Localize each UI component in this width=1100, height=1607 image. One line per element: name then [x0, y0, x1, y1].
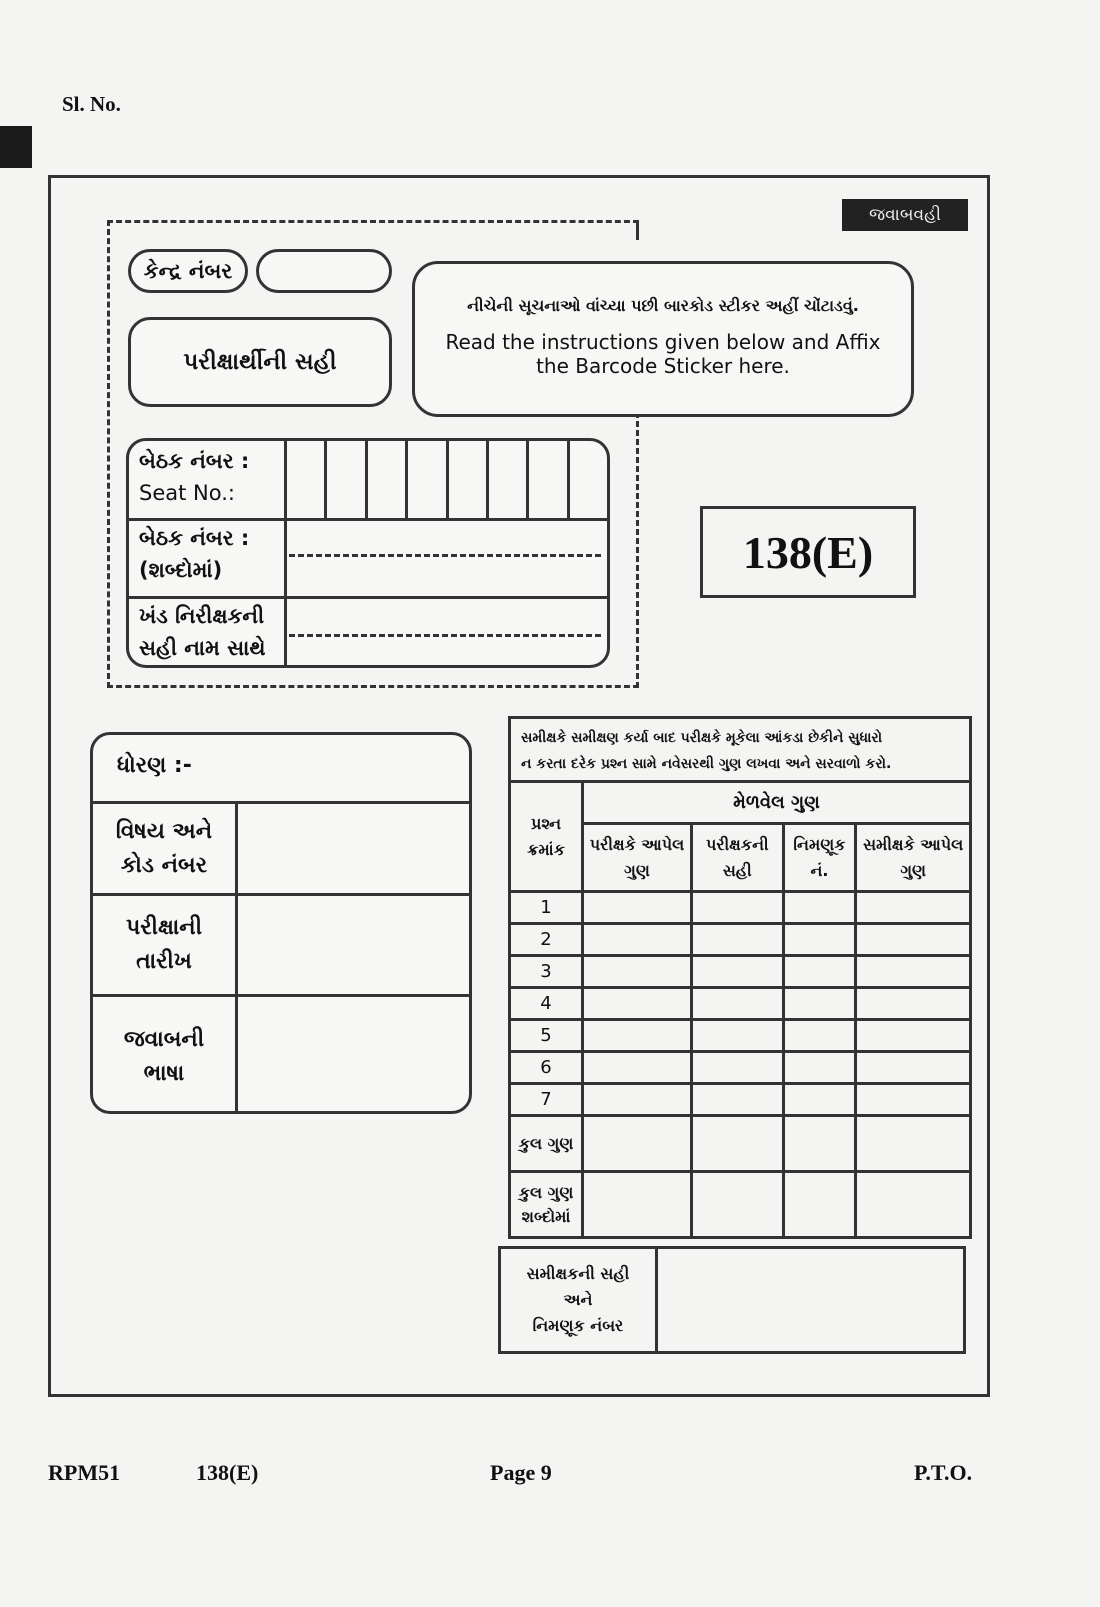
centre-number-field[interactable]	[256, 249, 392, 293]
mark-cell[interactable]	[692, 924, 784, 956]
seat-number-row	[129, 441, 607, 521]
seat-digit-cell[interactable]	[449, 441, 489, 518]
mark-cell[interactable]	[783, 1020, 856, 1052]
obtained-marks-header: મેળવેલ ગુણ	[583, 782, 971, 824]
dashed-border-right	[636, 412, 639, 688]
mark-cell[interactable]	[856, 924, 971, 956]
mark-cell[interactable]	[583, 956, 692, 988]
mark-cell[interactable]	[583, 1172, 692, 1238]
seat-digit-cell[interactable]	[327, 441, 367, 518]
mark-cell[interactable]	[692, 956, 784, 988]
barcode-instruction-english-1: Read the instructions given below and Affix	[445, 330, 881, 354]
seat-number-label-gujarati: બેઠક નંબર :	[139, 449, 250, 473]
standard-label: ધોરણ :-	[117, 753, 192, 778]
mark-cell[interactable]	[692, 1172, 784, 1238]
mark-cell[interactable]	[692, 1020, 784, 1052]
centre-number-label: કેન્દ્ર નંબર	[128, 249, 248, 293]
total-marks-row	[510, 1116, 971, 1172]
mark-cell[interactable]	[692, 1052, 784, 1084]
exam-date-row[interactable]	[93, 896, 469, 997]
mark-cell[interactable]	[856, 956, 971, 988]
table-row	[510, 956, 971, 988]
standard-row[interactable]	[93, 735, 469, 804]
question-number: 5	[510, 1020, 583, 1052]
mark-cell[interactable]	[856, 1116, 971, 1172]
barcode-sticker-area[interactable]	[412, 261, 914, 417]
page-number: Page 9	[490, 1460, 552, 1485]
examiner-signature-header: પરીક્ષકની સહી	[692, 824, 784, 892]
dashed-border-bottom	[107, 685, 639, 688]
mark-cell[interactable]	[856, 1172, 971, 1238]
total-marks-words-row	[510, 1172, 971, 1238]
answer-language-label: જવાબની ભાષા	[93, 997, 238, 1114]
mark-cell[interactable]	[783, 1116, 856, 1172]
mark-cell[interactable]	[856, 1020, 971, 1052]
exam-details-box	[90, 732, 472, 1114]
mark-cell[interactable]	[583, 1084, 692, 1116]
question-number: 7	[510, 1084, 583, 1116]
supervisor-write-line[interactable]	[289, 634, 601, 637]
seat-number-box	[126, 438, 610, 668]
supervisor-label-1: ખંડ નિરીક્ષકની	[139, 604, 265, 628]
mark-cell[interactable]	[783, 956, 856, 988]
seat-number-label	[129, 441, 287, 518]
supervisor-label-2: સહી નામ સાથે	[139, 636, 266, 660]
mark-cell[interactable]	[783, 1172, 856, 1238]
table-row	[510, 1084, 971, 1116]
supervisor-signature-label	[129, 596, 287, 668]
mark-cell[interactable]	[783, 1084, 856, 1116]
barcode-instruction-english-2: the Barcode Sticker here.	[536, 354, 790, 378]
exam-date-label: પરીક્ષાની તારીખ	[93, 896, 238, 994]
paper-code-box: 138(E)	[700, 506, 916, 598]
examiner-marks-header: પરીક્ષકે આપેલ ગુણ	[583, 824, 692, 892]
seat-digit-cell[interactable]	[570, 441, 607, 518]
seat-digit-cell[interactable]	[408, 441, 448, 518]
mark-cell[interactable]	[583, 892, 692, 924]
seat-words-write-line[interactable]	[289, 554, 601, 557]
mark-cell[interactable]	[583, 988, 692, 1020]
answer-language-row[interactable]	[93, 997, 469, 1114]
question-number-header: પ્રશ્ન ક્રમાંક	[510, 782, 583, 892]
mark-cell[interactable]	[692, 892, 784, 924]
total-marks-words-label: કુલ ગુણ શબ્દોમાં	[510, 1172, 583, 1238]
seat-number-label-english: Seat No.:	[139, 481, 235, 505]
table-row	[510, 988, 971, 1020]
mark-cell[interactable]	[583, 1116, 692, 1172]
registration-mark	[0, 126, 32, 168]
seat-digit-cell[interactable]	[287, 441, 327, 518]
footer-code: RPM51	[48, 1460, 121, 1485]
mark-cell[interactable]	[692, 1116, 784, 1172]
mark-cell[interactable]	[783, 892, 856, 924]
mark-cell[interactable]	[583, 924, 692, 956]
reviewer-signature-box[interactable]	[498, 1246, 966, 1354]
mark-cell[interactable]	[783, 924, 856, 956]
mark-cell[interactable]	[583, 1052, 692, 1084]
question-number: 2	[510, 924, 583, 956]
mark-cell[interactable]	[856, 1052, 971, 1084]
marks-table	[508, 780, 972, 1239]
mark-cell[interactable]	[856, 988, 971, 1020]
reviewer-marks-header: સમીક્ષકે આપેલ ગુણ	[856, 824, 971, 892]
seat-digit-cell[interactable]	[368, 441, 408, 518]
reviewer-signature-label: સમીક્ષકની સહી અને નિમણૂક નંબર	[501, 1249, 658, 1351]
serial-number-label: Sl. No.	[62, 92, 121, 116]
candidate-signature-field[interactable]: પરીક્ષાર્થીની સહી	[128, 317, 392, 407]
mark-cell[interactable]	[783, 988, 856, 1020]
table-row	[510, 1020, 971, 1052]
seat-number-words-label-2: (શબ્દોમાં)	[139, 558, 223, 582]
reviewer-instruction-note	[508, 716, 972, 782]
mark-cell[interactable]	[692, 1084, 784, 1116]
subject-code-label: વિષય અને કોડ નંબર	[93, 804, 238, 893]
mark-cell[interactable]	[783, 1052, 856, 1084]
table-row	[510, 924, 971, 956]
dashed-border-corner	[636, 220, 639, 240]
mark-cell[interactable]	[583, 1020, 692, 1052]
question-number: 3	[510, 956, 583, 988]
question-number: 1	[510, 892, 583, 924]
seat-number-words-label-1: બેઠક નંબર :	[139, 526, 250, 550]
seat-number-digit-cells[interactable]	[287, 441, 607, 518]
appointment-number-header: નિમણૂક નં.	[783, 824, 856, 892]
note-line-2: ન કરતા દરેક પ્રશ્ન સામે નવેસરથી ગુણ લખવા અને સરવાળો કરો.	[521, 756, 892, 772]
seat-number-words-label	[129, 518, 287, 596]
footer-paper-code: 138(E)	[196, 1460, 259, 1485]
subject-code-row[interactable]	[93, 804, 469, 896]
mark-cell[interactable]	[856, 892, 971, 924]
table-row	[510, 1052, 971, 1084]
mark-cell[interactable]	[856, 1084, 971, 1116]
question-number: 6	[510, 1052, 583, 1084]
marks-header-row	[510, 782, 971, 824]
note-line-1: સમીક્ષકે સમીક્ષણ કર્યા બાદ પરીક્ષકે મૂકેલા આંકડા છેકીને સુધારો	[521, 730, 883, 746]
please-turn-over: P.T.O.	[914, 1460, 973, 1485]
barcode-instruction-gujarati: નીચેની સૂચનાઓ વાંચ્યા પછી બારકોડ સ્ટીકર અહીં ચોંટાડવું.	[467, 296, 859, 315]
table-row	[510, 892, 971, 924]
question-number: 4	[510, 988, 583, 1020]
mark-cell[interactable]	[692, 988, 784, 1020]
answer-book-badge: જવાબવહી	[842, 199, 968, 231]
supervisor-signature-row	[129, 596, 607, 668]
seat-digit-cell[interactable]	[529, 441, 569, 518]
total-marks-label: કુલ ગુણ	[510, 1116, 583, 1172]
seat-digit-cell[interactable]	[489, 441, 529, 518]
seat-number-words-row	[129, 518, 607, 599]
